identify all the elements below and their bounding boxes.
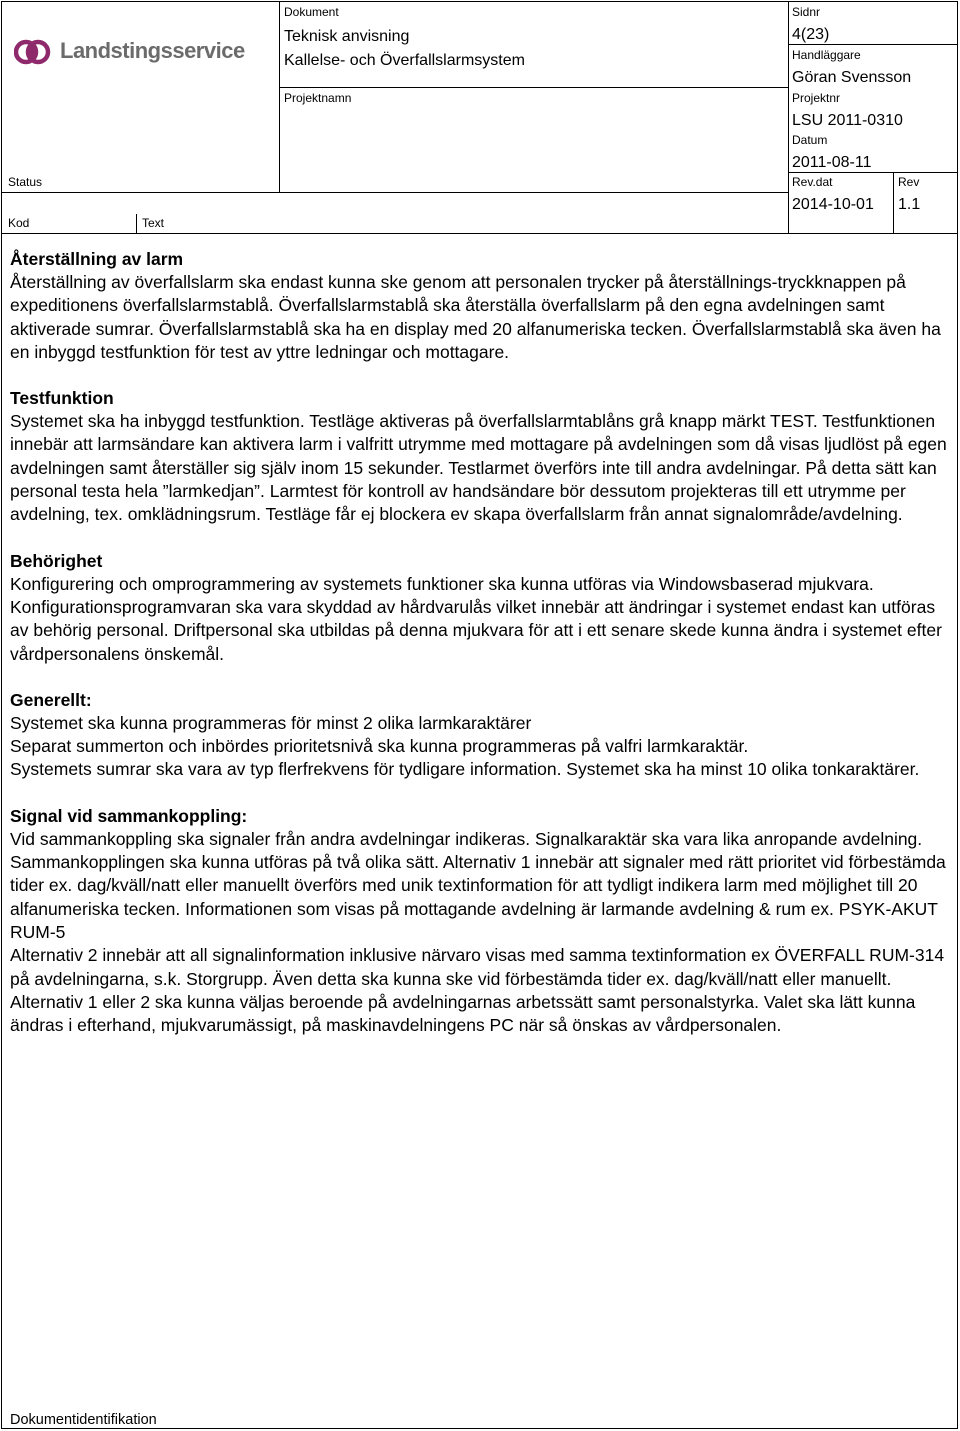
document-body <box>10 248 950 1060</box>
logo-mark-icon <box>14 34 54 70</box>
section-paragraph: Vid sammankoppling ska signaler från andra avdelningar indikeras. Signalkaraktär ska vara lika anropande avdelning. Sammankopplingen ska kunna utföras på två olika sätt. Alternativ 1 innebär att signaler med rätt prioritet vid förbestämda tider ex. dag/kväll/natt eller manuellt överförs med unik textinformation för att tydligt indikera larm med möjlighet till 20 alfanumeriska tecken. Informationen som visas på mottagande avdelning är larmande avdelning & rum ex. PSYK-AKUT RUM-5 <box>10 828 946 942</box>
header-divider-status <box>1 192 788 193</box>
section-behorighet <box>10 550 950 666</box>
label-revdat: Rev.dat <box>792 175 833 189</box>
section-paragraph: Återställning av överfallslarm ska endast kunna ske genom att personalen trycker på återställnings-tryckknappen på expeditionens överfallslarmstablå. Överfallslarmstablå ska återställa överfallslarm på den egna avdelningen samt aktiverade sumrar. Överfallslarmstablå ska ha en display med 20 alfanumeriska tecken. Överfallslarmstablå ska även ha en inbyggd testfunktion för test av yttre ledningar och mottagare. <box>10 272 941 362</box>
value-handlaggare: Göran Svensson <box>792 69 912 86</box>
label-status: Status <box>8 175 43 189</box>
section-paragraph: Systemets sumrar ska vara av typ flerfrekvens för tydligare information. Systemet ska ha minst 10 olika tonkaraktärer. <box>10 759 920 780</box>
landstingsservice-logo <box>14 34 245 72</box>
section-heading: Behörighet <box>10 550 103 571</box>
value-dokument-title: Teknisk anvisning <box>284 28 410 45</box>
header-vdivider-kod <box>136 214 137 233</box>
value-rev: 1.1 <box>898 196 921 213</box>
logo-text: Landstingsservice <box>60 38 245 63</box>
label-projektnamn: Projektnamn <box>284 91 352 105</box>
section-paragraph: Systemet ska ha inbyggd testfunktion. Testläge aktiveras på överfallslarmtablåns grå knapp märkt TEST. Testfunktionen innebär att larmsändare kan aktivera larm i valfritt utrymme med mottagare på avdelningen som då visas ljudlöst på egen avdelningen samt återställer sig själv inom 15 sekunder. Testlarmet överförs inte till andra avdelningar. På detta sätt kan personal testa hela ”larmkedjan”. Larmtest för kontroll av handsändare bör dessutom projekteras till ett utrymme per avdelning, tex. omklädningsrum. Testläge får ej blockera ev skapa överfallslarm från annat signalområde/avdelning. <box>10 411 947 525</box>
header-vdivider-rev <box>893 172 894 233</box>
section-aterstallning <box>10 248 950 364</box>
section-heading: Återställning av larm <box>10 249 184 269</box>
value-sidnr: 4(23) <box>792 26 830 43</box>
section-heading: Generellt: <box>10 689 92 710</box>
section-heading: Testfunktion <box>10 388 114 409</box>
section-paragraph: Konfigurering och omprogrammering av systemets funktioner ska kunna utföras via Windowsbaserad mjukvara. Konfigurationsprogramvaran ska vara skyddad av hårdvarulås vilket innebär att ändringar i systemet endast kan utföras av behörig personal. Driftpersonal ska utbildas på denna mjukvara för att i ett senare skede kunna ändra i systemet efter vårdpersonalens önskemål. <box>10 573 942 664</box>
label-text: Text <box>142 216 165 230</box>
label-dokument: Dokument <box>284 5 339 19</box>
label-datum: Datum <box>792 133 828 147</box>
section-paragraph: Separat summerton och inbördes prioritetsnivå ska kunna programmeras på valfri larmkaraktär. <box>10 736 749 757</box>
section-paragraph: Alternativ 1 eller 2 ska kunna väljas beroende på avdelningarnas arbetssätt samt personalstyrka. Valet ska lätt kunna ändras i efterhand, mjukvarumässigt, på maskinavdelningens PC när så önskas av vårdpersonalen. <box>10 991 916 1036</box>
value-projektnr: LSU 2011-0310 <box>792 112 903 129</box>
section-heading: Signal vid sammankoppling: <box>10 805 248 826</box>
label-projektnr: Projektnr <box>792 91 841 105</box>
value-datum: 2011-08-11 <box>792 154 872 171</box>
value-dokument-subtitle: Kallelse- och Överfallslarmsystem <box>284 52 525 69</box>
value-revdat: 2014-10-01 <box>792 196 874 213</box>
header-divider-sidnr <box>788 44 958 45</box>
header-vdivider-right <box>788 1 789 233</box>
section-paragraph: Alternativ 2 innebär att all signalinformation inklusive närvaro visas med samma textinformation ex ÖVERFALL RUM-314 på avdelningarna, s.k. Storgrupp. Även detta ska kunna ske vid förbestämda tider ex. dag/kväll/natt eller manuellt. <box>10 945 945 989</box>
footer-dokumentidentifikation: Dokumentidentifikation <box>10 1412 157 1428</box>
label-handlaggare: Handläggare <box>792 48 861 62</box>
header-divider-projektnamn <box>279 87 788 88</box>
section-signal-sammankoppling <box>10 805 950 1038</box>
label-rev: Rev <box>898 175 920 189</box>
header-divider-revdat <box>788 172 958 173</box>
label-kod: Kod <box>8 216 30 230</box>
section-generellt <box>10 689 950 782</box>
header-vdivider-left <box>279 1 280 193</box>
section-testfunktion <box>10 387 950 526</box>
label-sidnr: Sidnr <box>792 5 821 19</box>
header-divider-bottom <box>1 233 958 234</box>
section-paragraph: Systemet ska kunna programmeras för minst 2 olika larmkaraktärer <box>10 712 532 733</box>
